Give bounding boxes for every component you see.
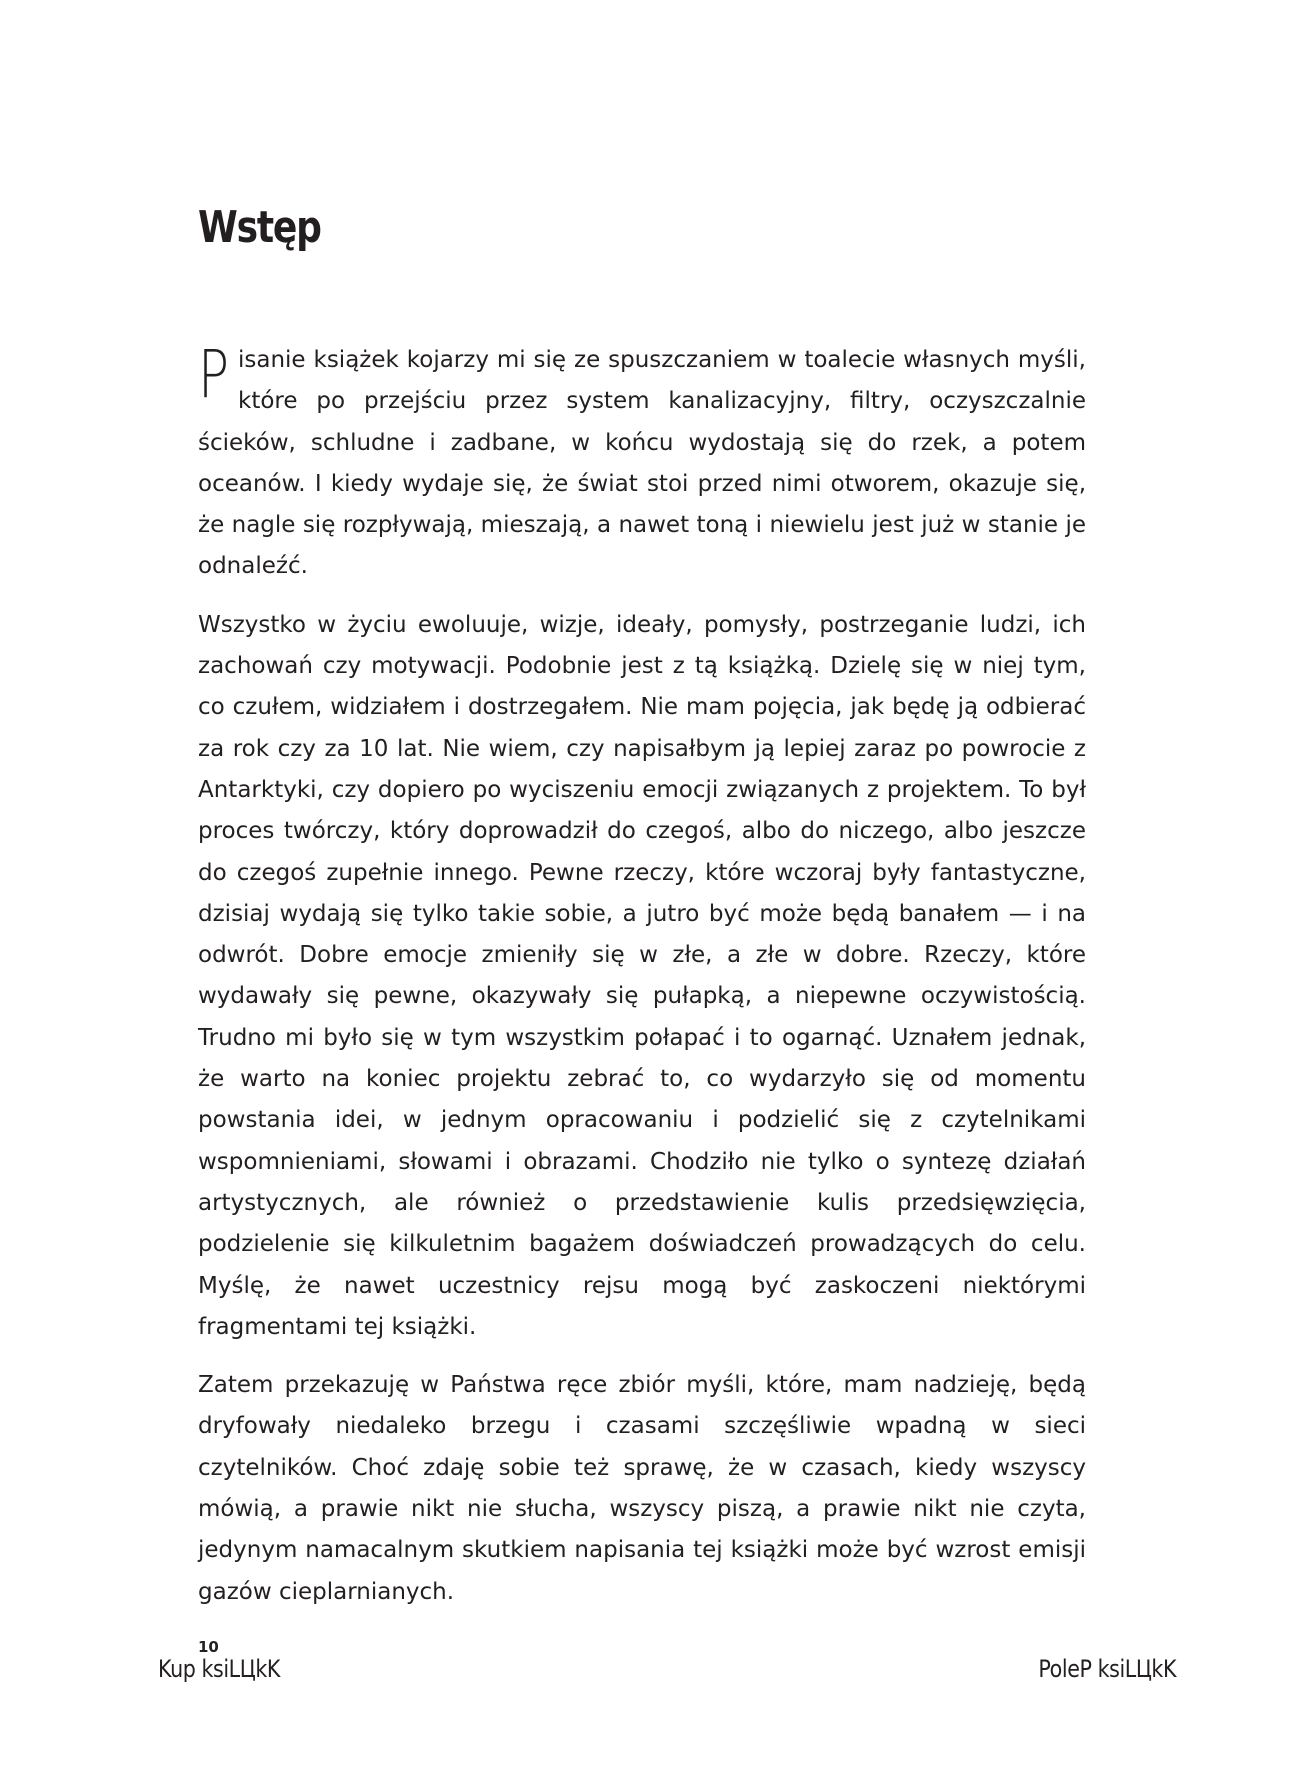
- page-number: 10: [198, 1638, 219, 1656]
- paragraph-3: Zatem przekazuję w Państwa ręce zbiór myśli, które, mam nadzieję, będą dryfowały niedaleko brzegu i czasami szczęśliwie wpadną w sieci czytelników. Choć zdaję sobie też sprawę, że w czasach, kiedy wszyscy mówią, a prawie nikt nie słucha, wszyscy piszą, a prawie nikt nie czyta, jedynym namacalnym skutkiem napisania tej książki może być wzrost emisji gazów cieplarnianych.: [198, 1372, 1086, 1605]
- recommend-book-link[interactable]: PoleP ksiLЦkK: [1038, 1655, 1176, 1683]
- body-text: [198, 336, 1086, 1630]
- drop-cap: P: [198, 336, 230, 413]
- paragraph-2: Wszystko w życiu ewoluuje, wizje, ideały, pomysły, postrzeganie ludzi, ich zachowań czy motywacji. Podobnie jest z tą książką. Dzielę się w niej tym, co czułem, widziałem i dostrzegałem. Nie mam pojęcia, jak będę ją odbierać za rok czy za 10 lat. Nie wiem, czy napisałbym ją lepiej zaraz po powrocie z Antarktyki, czy dopiero po wyciszeniu emocji związanych z projektem. To był proces twórczy, który doprowadził do czegoś, albo do niczego, albo jeszcze do czegoś zupełnie innego. Pewne rzeczy, które wczoraj były fantastyczne, dzisiaj wydają się tylko takie sobie, a jutro być może będą banałem — i na odwrót. Dobre emocje zmieniły się w złe, a złe w dobre. Rzeczy, które wydawały się pewne, okazywały się pułapką, a niepewne oczywistością. Trudno mi było się w tym wszystkim połapać i to ogarnąć. Uznałem jednak, że warto na koniec projektu zebrać to, co wydarzyło się od momentu powstania idei, w jednym opracowaniu i podzielić się z czytelnikami wspomnieniami, słowami i obrazami. Chodziło nie tylko o syntezę działań artystycznych, ale również o przedstawienie kulis przedsięwzięcia, podzielenie się kilkuletnim bagażem doświadczeń prowadzących do celu. Myślę, że nawet uczestnicy rejsu mogą być zaskoczeni niektórymi fragmentami tej książki.: [198, 611, 1086, 1340]
- chapter-heading: Wstęp: [198, 202, 321, 253]
- paragraph-1-text: isanie książek kojarzy mi się ze spuszczaniem w toalecie własnych myśli, które po przejściu przez system kanalizacyjny, filtry, oczyszczalnie ścieków, schludne i zadbane, w końcu wydostają się do rzek, a potem oceanów. I kiedy wydaje się, że świat stoi przed nimi otworem, okazuje się, że nagle się rozpływają, mieszają, a nawet toną i niewielu jest już w stanie je odnaleźć.: [198, 347, 1086, 580]
- buy-book-link[interactable]: Kup ksiLЦkK: [158, 1655, 280, 1683]
- paragraph-1: [198, 336, 1086, 588]
